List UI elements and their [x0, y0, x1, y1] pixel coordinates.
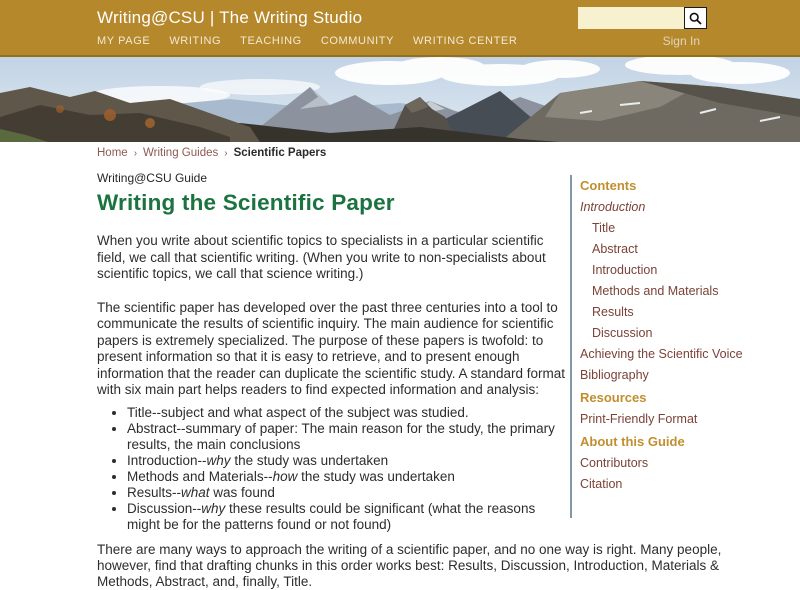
list-item: • Methods and Materials--how the study was undertaken — [127, 469, 570, 485]
search-form — [578, 7, 707, 29]
nav-item-community[interactable]: COMMUNITY — [320, 35, 395, 47]
sidebar-item-achieving-scientific-voice[interactable]: Achieving the Scientific Voice — [580, 347, 743, 361]
breadcrumb-separator: › — [133, 148, 138, 159]
sidebar-item-print-friendly[interactable]: Print-Friendly Format — [580, 412, 698, 426]
search-icon — [689, 12, 702, 25]
guide-kicker: Writing@CSU Guide — [97, 171, 207, 185]
nav-item-teaching[interactable]: TEACHING — [240, 35, 302, 47]
paper-parts-list — [97, 405, 570, 533]
nav-item-writing-center[interactable]: WRITING CENTER — [413, 35, 518, 47]
site-header — [0, 0, 800, 57]
contents-sidebar — [570, 175, 755, 518]
sidebar-item-methods-and-materials[interactable]: Methods and Materials — [592, 284, 719, 298]
sidebar-item-bibliography[interactable]: Bibliography — [580, 368, 649, 382]
nav-item-writing[interactable]: WRITING — [169, 35, 222, 47]
paragraph-2: The scientific paper has developed over the past three centuries into a tool to communicate the results of scientific inquiry. The main audience for scientific papers is extremely specialized. The purpose of these papers is twofold: to present information so that it is easy to retrieve, and to present enough information that the reader can duplicate the scientific study. A standard format with six main part helps readers to find expected information and analysis: — [97, 299, 566, 397]
site-title: Writing@CSU | The Writing Studio — [97, 8, 363, 27]
search-button[interactable] — [684, 7, 707, 29]
sidebar-item-title[interactable]: Title — [592, 221, 616, 235]
sign-in-link[interactable]: Sign In — [662, 34, 700, 48]
sidebar-heading-about: About this Guide — [580, 434, 685, 449]
paragraph-3: There are many ways to approach the writing of a scientific paper, and no one way is right. Many people, however, find that drafting chunks in this order works best: Results, Discussion, Introduction, Materials & Methods, Abstract, and, finally, Title. — [97, 541, 722, 589]
sidebar-item-abstract[interactable]: Abstract — [592, 242, 638, 256]
breadcrumb-home[interactable]: Home — [97, 147, 128, 159]
breadcrumb-writing-guides[interactable]: Writing Guides — [143, 147, 219, 159]
list-item: • Abstract--summary of paper: The main reason for the study, the primary results, the main conclusions — [127, 421, 570, 453]
sidebar-heading-contents: Contents — [580, 178, 637, 193]
list-item: • Results--what was found — [127, 485, 570, 501]
primary-nav — [97, 35, 517, 47]
banner-image — [0, 57, 800, 142]
list-item: • Introduction--why the study was undertaken — [127, 453, 570, 469]
sidebar-item-results[interactable]: Results — [592, 305, 634, 319]
breadcrumb-separator: › — [224, 148, 228, 159]
search-input[interactable] — [578, 7, 684, 29]
sidebar-item-contributors[interactable]: Contributors — [580, 456, 649, 470]
breadcrumb-current: Scientific Papers — [233, 147, 327, 159]
paragraph-1: When you write about scientific topics to specialists in a particular scientific field, we call that scientific writing. (When you write to non-specialists about scientific topics, we call that science writing.) — [97, 233, 546, 281]
content-area — [0, 162, 800, 533]
sidebar-heading-resources: Resources — [580, 390, 647, 405]
sidebar-item-introduction[interactable]: Introduction — [592, 263, 658, 277]
list-item: • Title--subject and what aspect of the subject was studied. — [127, 405, 570, 421]
page-title: Writing the Scientific Paper — [97, 190, 395, 215]
nav-item-my-page[interactable]: MY PAGE — [97, 35, 151, 47]
article-column — [97, 162, 570, 533]
list-item: • Discussion--why these results could be significant (what the reasons might be for the patterns found or not found) — [127, 501, 570, 533]
sidebar-item-introduction-section[interactable]: Introduction — [580, 200, 646, 214]
sidebar-item-citation[interactable]: Citation — [580, 477, 623, 491]
breadcrumb — [0, 142, 800, 162]
sidebar-item-discussion[interactable]: Discussion — [592, 326, 653, 340]
